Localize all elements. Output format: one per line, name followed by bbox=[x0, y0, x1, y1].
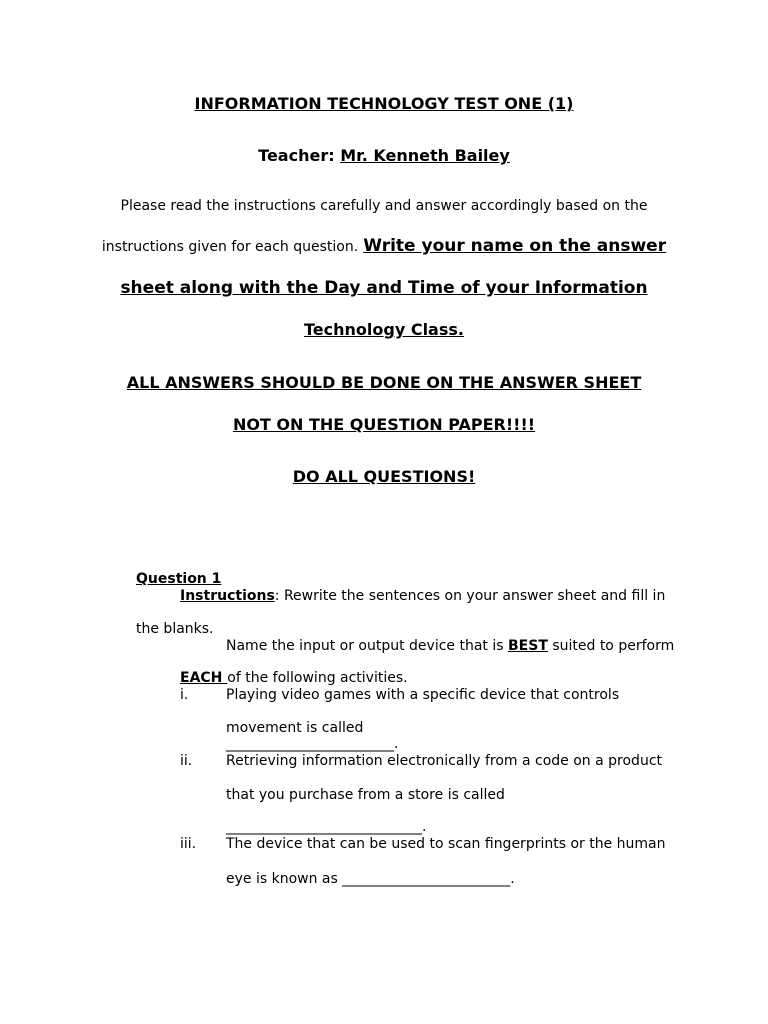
item-number: i. bbox=[180, 687, 189, 703]
question-1-instructions-cont: the blanks. bbox=[136, 621, 214, 637]
prompt-each: EACH bbox=[180, 670, 228, 686]
answer-blank: ____________________________. bbox=[226, 819, 427, 835]
item-text: Playing video games with a specific device that controls bbox=[226, 687, 620, 703]
teacher-line bbox=[0, 146, 768, 165]
question-1-prompt-cont bbox=[180, 670, 408, 686]
item-number: iii. bbox=[180, 836, 197, 852]
instructions-bold-start: Write your name on the answer bbox=[363, 236, 667, 256]
instructions-label: Instructions bbox=[180, 588, 275, 604]
item-text: Retrieving information electronically from a code on a product bbox=[226, 753, 663, 769]
prompt-text-c: of the following activities. bbox=[227, 670, 408, 686]
question-1-heading: Question 1 bbox=[136, 571, 222, 587]
prompt-text-b: suited to perform bbox=[547, 638, 675, 654]
warning-line-3: DO ALL QUESTIONS! bbox=[292, 467, 476, 486]
prompt-best: BEST bbox=[508, 638, 548, 654]
warning-line-1: ALL ANSWERS SHOULD BE DONE ON THE ANSWER SHEET bbox=[126, 373, 642, 392]
answer-blank: ________________________. bbox=[226, 736, 399, 752]
item-text: movement is called bbox=[226, 720, 364, 736]
instructions-line-4: Technology Class. bbox=[304, 320, 464, 339]
instructions-text: : Rewrite the sentences on your answer sheet and fill in bbox=[274, 588, 666, 604]
warning-line-2: NOT ON THE QUESTION PAPER!!!! bbox=[232, 415, 536, 434]
instructions-line-3: sheet along with the Day and Time of your Information bbox=[120, 278, 648, 298]
page-title: INFORMATION TECHNOLOGY TEST ONE (1) bbox=[194, 94, 574, 113]
question-1-prompt bbox=[226, 638, 674, 654]
question-1-instructions bbox=[180, 588, 665, 604]
item-text: that you purchase from a store is called bbox=[226, 787, 505, 803]
teacher-label: Teacher: bbox=[258, 146, 335, 165]
prompt-text-a: Name the input or output device that is bbox=[226, 638, 508, 654]
instructions-plain: instructions given for each question. bbox=[101, 239, 359, 255]
item-text: The device that can be used to scan fingerprints or the human bbox=[226, 836, 666, 852]
instructions-line-2 bbox=[0, 236, 768, 256]
item-number: ii. bbox=[180, 753, 193, 769]
item-text: eye is known as ________________________. bbox=[226, 871, 515, 887]
instructions-line-1: Please read the instructions carefully and answer accordingly based on the bbox=[120, 198, 648, 214]
teacher-name: Mr. Kenneth Bailey bbox=[340, 146, 510, 165]
